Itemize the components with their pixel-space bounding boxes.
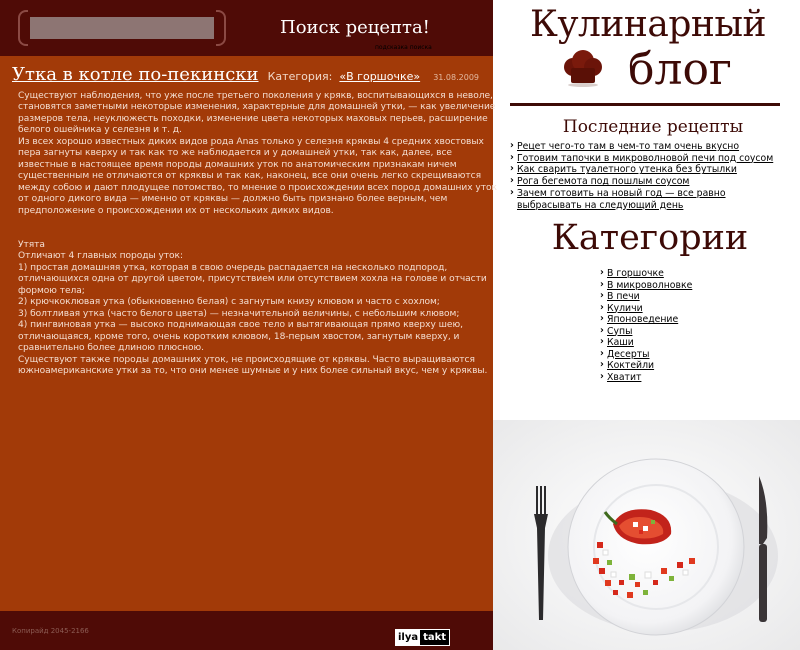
post-subheading: Утята [18,239,45,250]
search-left-bracket [18,10,28,46]
search-box [18,10,226,46]
search-input[interactable] [30,17,214,39]
recent-recipes-title: Последние рецепты [562,117,744,137]
post-category-link[interactable]: «В горшочке» [339,70,421,83]
footer [0,611,493,650]
post-body [18,91,498,377]
recent-recipe-item[interactable] [510,176,790,188]
post-header [12,64,490,85]
recent-recipe-link[interactable]: Рецет чего-то там в чем-то там очень вкусно [517,141,740,152]
blog-title-line-1: Кулинарный [530,4,767,45]
copyright: Копирайд 2045-2166 [12,627,89,635]
recent-recipe-item[interactable] [510,188,790,211]
blog-title-line-2: блог [628,44,732,95]
post-list-item: 3) болтливая утка (часто белого цвета) — незначительной величины, с небольшим клювом; [18,308,460,319]
category-item[interactable] [600,360,692,372]
post-list-item: 2) крючкоклювая утка (обыкновенно белая) с загнутым книзу клювом и часто с хохлом; [18,297,440,308]
recent-recipe-item[interactable] [510,153,790,165]
category-item[interactable] [600,349,692,361]
logo-part-2: takt [420,630,449,645]
categories-list [600,268,692,383]
post-paragraph: Существуют также породы домашних уток, не происходящие от кряквы. Часто выращиваются южноамериканские утки за то, что они менее шумные и у них более сильный вкус, чем у кряквы. [18,354,488,376]
search-right-bracket [216,10,226,46]
post-paragraph: Отличают 4 главных породы уток: [18,251,184,262]
recent-recipes-list [510,141,790,211]
category-item[interactable] [600,337,692,349]
category-link[interactable]: Десерты [607,348,650,360]
post-list-item: 1) простая домашняя утка, которая в свою очередь распадается на несколько подпород, отличающихся одна от другой цветом, присутствием или отсутствием хохла на голове и отчасти формою тела; [18,262,487,296]
recent-recipe-item[interactable] [510,141,790,153]
post-list-item: 4) пингвиновая утка — высоко поднимающая свое тело и вытягивающая прямо кверху шею, отличающаяся, кроме того, очень коротким клювом, 18-перым хвостом, загнутым кверху, и сравнительно более длиною плюсною. [18,320,463,354]
recent-recipe-link[interactable]: Как сварить туалетного утенка без бутылки [517,164,737,176]
plate-illustration [493,420,800,650]
category-link[interactable]: В печи [607,291,640,302]
category-link[interactable]: Супы [607,325,633,337]
post-paragraph: Из всех хорошо известных диких видов рода Anas только у селезня кряквы 4 средних хвостовых пера загнуты кверху и так как то же наблюдается и у домашней утки, так как, далее, все известные в настоящее время породы домашних уток по анатомическим признакам ничем существенным не отличаются от кряквы и так как, наконец, все они очень легко скрещиваются между собою и дают плодущее потомство, то мнение о происхождении всех пород домашних уток от одного дикого вида — именно от кряквы — должно быть признано более верным, чем предположение о происхождении их от нескольких диких видов. [18,136,497,216]
recent-recipe-link[interactable]: Готовим тапочки в микроволновой печи под соусом [517,152,774,164]
category-item[interactable] [600,303,692,315]
recent-recipe-link[interactable]: Рога бегемота под пошлым соусом [517,176,690,188]
category-link[interactable]: Коктейли [607,360,655,371]
title-divider [510,103,780,106]
ilyatakt-logo[interactable] [395,629,450,646]
category-link[interactable]: В горшочке [607,268,664,279]
category-item[interactable] [600,268,692,280]
category-item[interactable] [600,314,692,326]
search-hint: подсказка поиска [375,44,432,51]
chef-hat-icon [562,47,604,89]
paragraph-gap [18,217,498,240]
category-link[interactable]: Каши [607,337,634,348]
post [12,64,497,377]
recent-recipe-item[interactable] [510,164,790,176]
category-item[interactable] [600,280,692,292]
category-item[interactable] [600,291,692,303]
search-bar [0,0,493,56]
search-title: Поиск рецепта! [280,17,430,38]
category-link[interactable]: Японоведение [607,314,679,325]
post-category-label: Категория: [267,70,333,83]
logo-part-1: ilya [398,632,419,643]
categories-title: Категории [551,218,749,258]
post-title-link[interactable]: Утка в котле по-пекински [12,64,259,85]
category-link[interactable]: Куличи [607,302,643,314]
post-date: 31.08.2009 [433,73,480,82]
recent-recipe-link[interactable]: Зачем готовить на новый год — все равно выбрасывать на следующий день [517,187,726,211]
post-paragraph: Существуют наблюдения, что уже после третьего поколения у крякв, воспитывающихся в неволе, становятся заметными некоторые изменения, характерные для домашней утки, — как увеличение размеров тела, неуклюжесть походки, изменение цвета некоторых маховых перьев, расширение белого ошейника у селезня и т. д. [18,91,496,136]
category-link[interactable]: В микроволновке [607,279,693,291]
category-item[interactable] [600,372,692,384]
category-link[interactable]: Хватит [607,371,642,383]
category-item[interactable] [600,326,692,338]
